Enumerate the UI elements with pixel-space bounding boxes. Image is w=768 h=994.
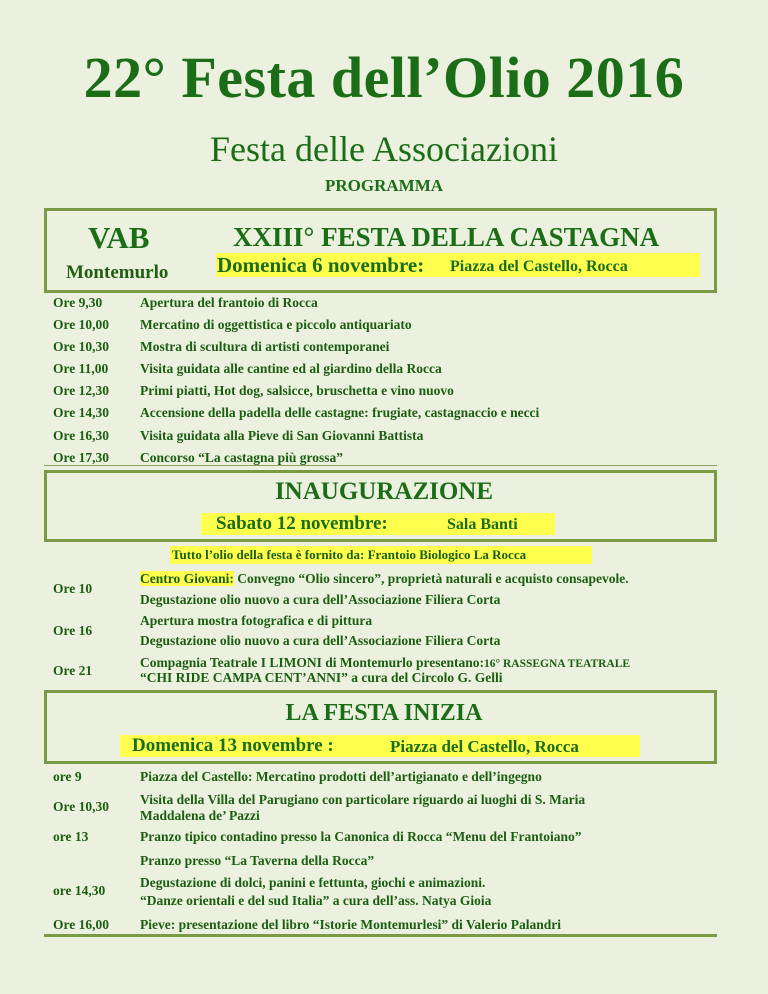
section3-date: Domenica 13 novembre : [132,735,334,756]
event-desc: Convegno “Olio sincero”, proprietà naturali e acquisto consapevole. [233,571,629,586]
divider [44,465,717,466]
event-time: ore 13 [53,829,89,844]
event-desc-2: “Danze orientali e del sud Italia” a cura dell’ass. Natya Gioia [140,893,492,908]
event-desc: Primi piatti, Hot dog, salsicce, bruschetta e vino nuovo [140,383,454,398]
bottom-divider [44,934,717,937]
event-desc: Mostra di scultura di artisti contemporanei [140,339,390,354]
event-desc-2: “CHI RIDE CAMPA CENT’ANNI” a cura del Circolo G. Gelli [140,670,503,685]
event-desc-2: Pranzo presso “La Taverna della Rocca” [140,853,375,868]
section1-title: XXIII° FESTA DELLA CASTAGNA [233,222,660,252]
event-desc: Concorso “La castagna più grossa” [140,450,344,465]
section1-place: Piazza del Castello, Rocca [450,258,628,275]
event-time: Ore 16,30 [53,428,109,443]
event-venue: Centro Giovani: [140,571,234,586]
section1-org: VAB [88,220,150,255]
event-desc: Pieve: presentazione del libro “Istorie Montemurlesi” di Valerio Palandri [140,917,561,932]
event-desc-2: Degustazione olio nuovo a cura dell’Associazione Filiera Corta [140,592,501,607]
event-desc: Visita guidata alle cantine ed al giardino della Rocca [140,361,442,376]
section2-place: Sala Banti [447,516,518,533]
event-time: Ore 17,30 [53,450,109,465]
section2-title: INAUGURAZIONE [274,478,494,505]
event-desc-2: Maddalena de’ Pazzi [140,808,260,823]
event-desc: Compagnia Teatrale I LIMONI di Montemurlo presentano: [140,655,485,670]
event-time: Ore 10,00 [53,317,109,332]
section3-place: Piazza del Castello, Rocca [390,737,579,756]
event-desc: Apertura mostra fotografica e di pittura [140,613,373,628]
event-desc: Mercatino di oggettistica e piccolo antiquariato [140,317,412,332]
event-time: Ore 21 [53,663,93,678]
event-time: Ore 16,00 [53,917,109,932]
event-time: ore 9 [53,769,82,784]
event-time: Ore 10,30 [53,339,109,354]
section3-title: LA FESTA INIZIA [285,700,483,726]
section2-note: Tutto l’olio della festa è fornito da: Frantoio Biologico La Rocca [172,547,527,562]
list-item [53,613,723,653]
event-desc: Apertura del frantoio di Rocca [140,295,318,310]
event-time: Ore 11,00 [53,361,109,376]
event-time: ore 14,30 [53,883,106,898]
event-desc-2: Degustazione olio nuovo a cura dell’Associazione Filiera Corta [140,633,501,648]
list-item [53,571,723,611]
program-label: PROGRAMMA [324,176,444,195]
event-time: Ore 10 [53,581,93,596]
event-desc: Piazza del Castello: Mercatino prodotti dell’artigianato e dell’ingegno [140,769,542,784]
event-time: Ore 10,30 [53,799,109,814]
event-series: 16° RASSEGNA TEATRALE [484,658,631,670]
section1-date: Domenica 6 novembre: [217,253,425,277]
event-desc: Visita della Villa del Parugiano con particolare riguardo ai luoghi di S. Maria [140,792,586,807]
section1-org-place: Montemurlo [66,262,169,283]
event-time: Ore 16 [53,623,93,638]
page-subtitle: Festa delle Associazioni [210,129,558,169]
list-item [53,655,723,695]
event-desc: Visita guidata alla Pieve di San Giovanni Battista [140,428,424,443]
page-title: 22° Festa dell’Olio 2016 [83,45,685,110]
event-desc: Degustazione di dolci, panini e fettunta, giochi e animazioni. [140,875,486,890]
section2-date: Sabato 12 novembre: [216,513,388,534]
event-desc: Accensione della padella delle castagne: frugiate, castagnaccio e necci [140,405,540,420]
event-time: Ore 14,30 [53,405,109,420]
event-time: Ore 12,30 [53,383,109,398]
event-desc: Pranzo tipico contadino presso la Canonica di Rocca “Menu del Frantoiano” [140,829,582,844]
event-time: Ore 9,30 [53,295,103,310]
